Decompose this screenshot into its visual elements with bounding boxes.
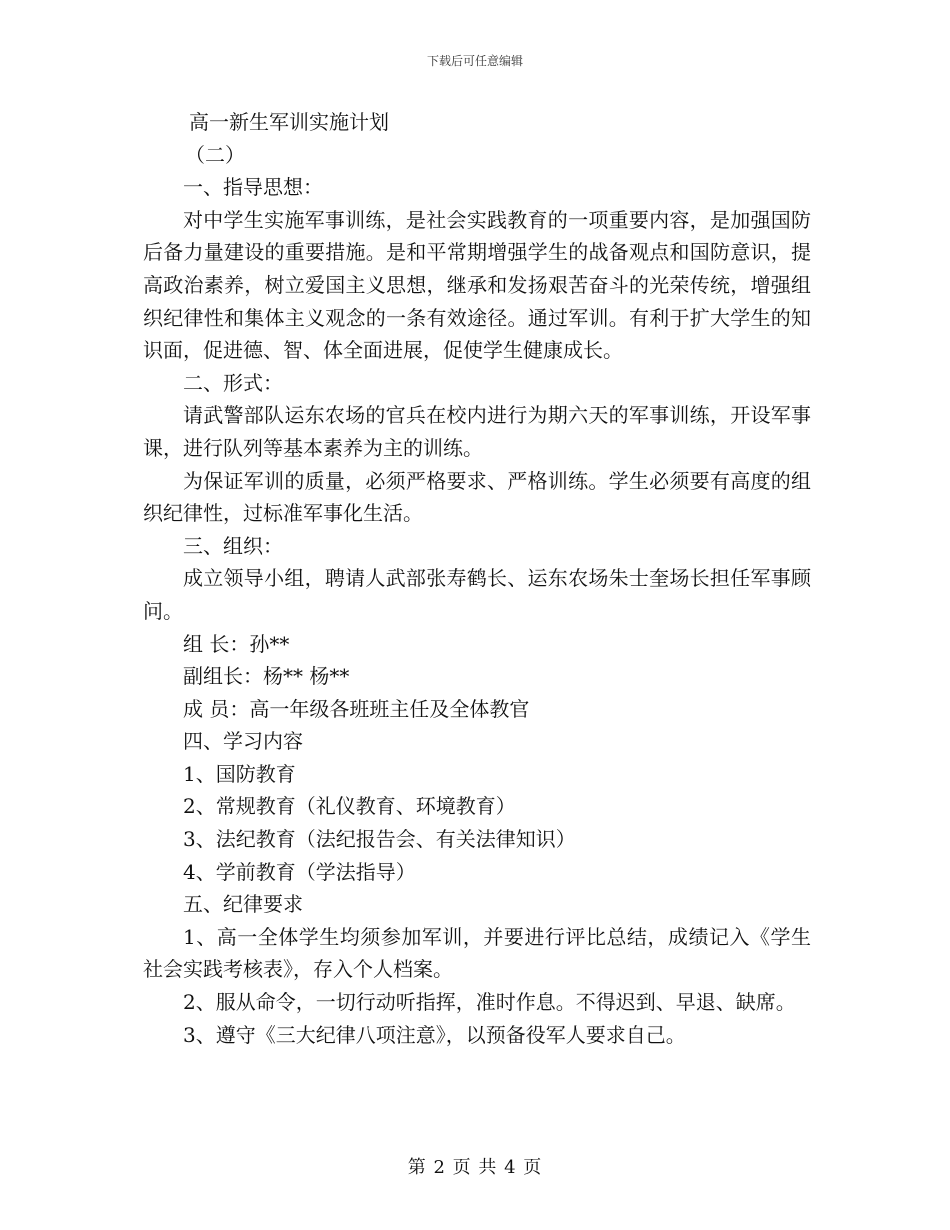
page-number: 第 2 页 共 4 页 xyxy=(407,1157,543,1178)
deputy-leader-line: 副组长：杨** 杨** xyxy=(183,664,350,689)
learning-item: 2、常规教育（礼仪教育、环境教育） xyxy=(183,794,516,819)
learning-item: 4、学前教育（学法指导） xyxy=(183,859,416,884)
section-heading-guiding-thought: 一、指导思想： xyxy=(183,175,323,200)
document-body xyxy=(143,106,811,1051)
learning-item: 3、法纪教育（法纪报告会、有关法律知识） xyxy=(183,827,576,852)
paragraph-organization: 成立领导小组，聘请人武部张寿鹤长、运东农场朱士奎场长担任军事顾问。 xyxy=(143,566,811,623)
document-subtitle: （二） xyxy=(185,142,245,167)
paragraph-form: 请武警部队运东农场的官兵在校内进行为期六天的军事训练，开设军事课，进行队列等基本素养为主的训练。 xyxy=(143,403,811,460)
learning-item: 1、国防教育 xyxy=(183,761,296,786)
section-heading-organization: 三、组织： xyxy=(183,533,283,558)
discipline-item: 3、遵守《三大纪律八项注意》，以预备役军人要求自己。 xyxy=(183,1022,686,1047)
leader-line: 组 长：孙** xyxy=(183,631,290,656)
section-heading-learning: 四、学习内容 xyxy=(183,729,303,754)
paragraph-quality: 为保证军训的质量，必须严格要求、严格训练。学生必须要有高度的组织纪律性，过标准军事化生活。 xyxy=(143,468,811,526)
discipline-item: 1、高一全体学生均须参加军训，并要进行评比总结，成绩记入《学生社会实践考核表》，存入个人档案。 xyxy=(143,924,811,982)
page-header-note: 下载后可任意编辑 xyxy=(426,54,523,68)
members-line: 成 员：高一年级各班班主任及全体教官 xyxy=(183,696,530,721)
section-heading-form: 二、形式： xyxy=(183,370,283,395)
paragraph-guiding-thought: 对中学生实施军事训练，是社会实践教育的一项重要内容，是加强国防后备力量建设的重要措施。是和平常期增强学生的战备观点和国防意识，提高政治素养，树立爱国主义思想，继承和发扬艰苦奋斗的光荣传统，增强组织纪律性和集体主义观念的一条有效途径。通过军训。有利于扩大学生的知识面，促进德、智、体全面进展，促使学生健康成长。 xyxy=(143,207,811,363)
document-title: 高一新生军训实施计划 xyxy=(189,110,389,134)
section-heading-discipline: 五、纪律要求 xyxy=(183,892,303,917)
discipline-item: 2、服从命令，一切行动听指挥，准时作息。不得迟到、早退、缺席。 xyxy=(183,990,796,1015)
